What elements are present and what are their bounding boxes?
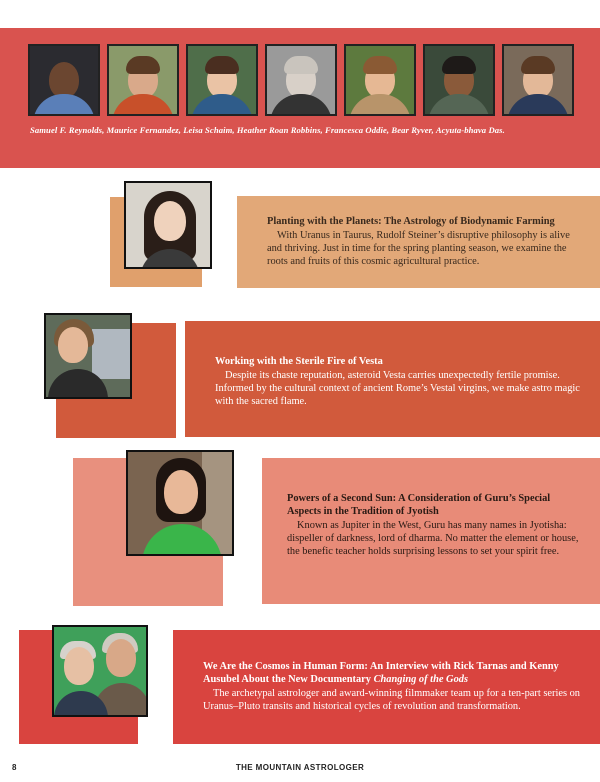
feature-4-title-main: We Are the Cosmos in Human Form: An Interview with Rick Tarnas and Kenny Ausubel About the New Documentary bbox=[203, 661, 559, 685]
contributor-photo bbox=[344, 44, 416, 116]
feature-4-title bbox=[203, 660, 580, 686]
feature-2-author-photo bbox=[44, 313, 132, 399]
feature-1-description: With Uranus in Taurus, Rudolf Steiner’s disruptive philosophy is alive and thriving. Just in time for the spring planting season, we examine the roots and fruits of this cosmic agricultural practice. bbox=[267, 230, 570, 267]
contributor-photo bbox=[107, 44, 179, 116]
feature-2-panel bbox=[185, 321, 600, 437]
feature-2-title: Working with the Sterile Fire of Vesta bbox=[215, 356, 383, 367]
magazine-name: THE MOUNTAIN ASTROLOGER bbox=[235, 763, 365, 772]
feature-3-title: Powers of a Second Sun: A Consideration of Guru’s Special Aspects in the Tradition of Jyotish bbox=[287, 493, 551, 517]
feature-3-panel bbox=[262, 458, 600, 604]
feature-1-author-photo bbox=[124, 181, 212, 269]
contributors-band bbox=[0, 28, 600, 168]
feature-4-description: The archetypal astrologer and award-winning filmmaker team up for a ten-part series on Uranus–Pluto transits and historical cycles of revolution and transformation. bbox=[203, 688, 580, 712]
feature-1-title: Planting with the Planets: The Astrology of Biodynamic Farming bbox=[267, 216, 555, 227]
contributor-photo bbox=[186, 44, 258, 116]
contributor-photo-row bbox=[28, 44, 574, 116]
feature-3-author-photo bbox=[126, 450, 234, 556]
feature-1-panel bbox=[237, 196, 600, 288]
feature-4-title-italic: Changing of the Gods bbox=[373, 674, 468, 685]
feature-4-author-photos bbox=[52, 625, 148, 717]
feature-2-description: Despite its chaste reputation, asteroid Vesta carries unexpectedly fertile promise. Informed by the cultural context of ancient Rome’s Vestal virgins, we make astro magic with the sacred flame. bbox=[215, 370, 580, 407]
feature-4-panel bbox=[173, 630, 600, 744]
contributors-caption: Samuel F. Reynolds, Maurice Fernandez, Leisa Schaim, Heather Roan Robbins, Francesca Oddie, Bear Ryver, Acyuta-bhava Das. bbox=[30, 125, 505, 135]
feature-3-description: Known as Jupiter in the West, Guru has many names in Jyotisha: dispeller of darkness, lord of dharma. No matter the element or house, the benefic teacher holds surprising lessons to set your spirit free. bbox=[287, 520, 579, 557]
contributor-photo bbox=[502, 44, 574, 116]
page-number: 8 bbox=[12, 763, 17, 772]
contributor-photo bbox=[423, 44, 495, 116]
contributor-photo bbox=[28, 44, 100, 116]
contributor-photo bbox=[265, 44, 337, 116]
